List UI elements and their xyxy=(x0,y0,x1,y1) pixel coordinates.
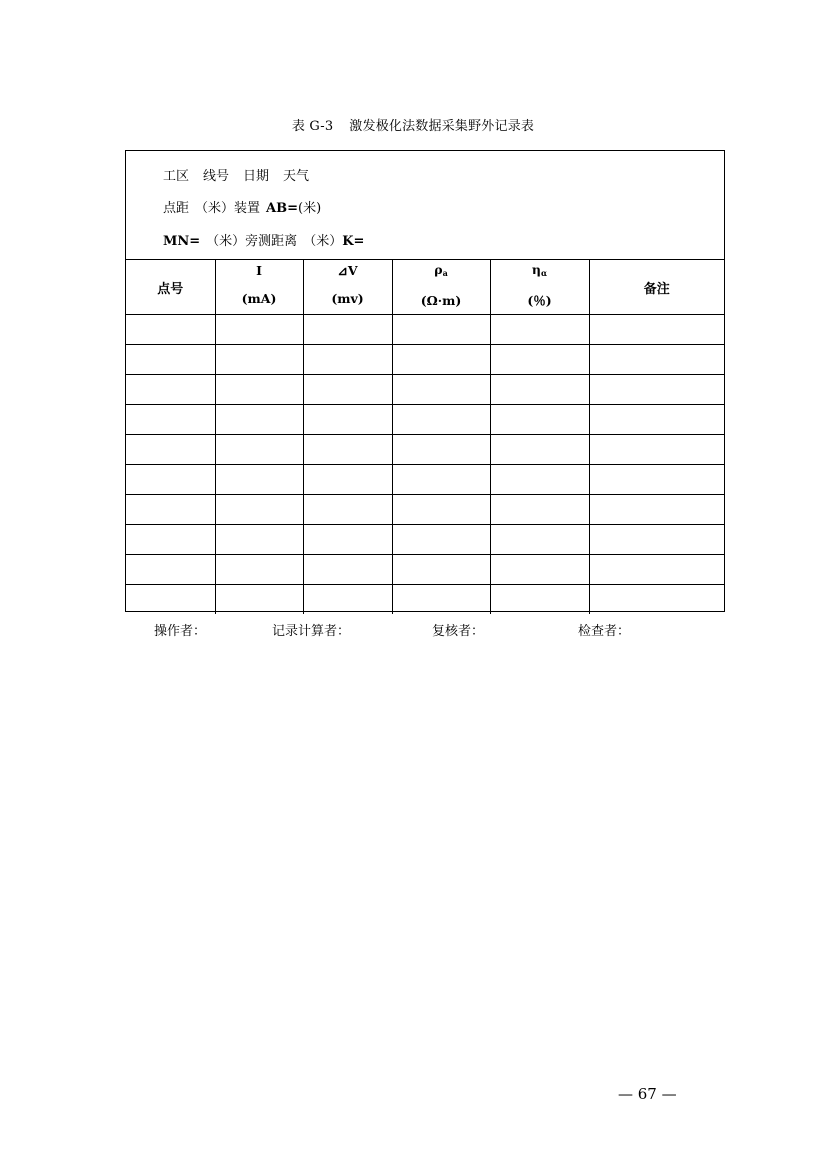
table-cell xyxy=(589,345,724,375)
table-cell xyxy=(126,405,215,435)
field-weather: 天气 xyxy=(283,169,310,184)
table-row xyxy=(126,495,724,525)
table-cell xyxy=(490,405,589,435)
signer-recorder: 记录计算者： xyxy=(272,624,351,639)
signer-operator: 操作者： xyxy=(154,624,207,639)
table-cell xyxy=(490,315,589,345)
table-cell xyxy=(126,315,215,345)
table-cell xyxy=(589,315,724,345)
table-cell xyxy=(215,585,303,615)
table-cell xyxy=(215,375,303,405)
field-mn: MN= xyxy=(163,234,201,249)
table-cell xyxy=(490,555,589,585)
table-cell xyxy=(303,405,392,435)
table-cell xyxy=(589,525,724,555)
header-point-number: 点号 xyxy=(126,260,215,315)
table-cell xyxy=(589,465,724,495)
table-row xyxy=(126,555,724,585)
table-cell xyxy=(303,435,392,465)
table-cell xyxy=(303,315,392,345)
table-row xyxy=(126,585,724,615)
field-side-unit: （米） xyxy=(303,234,343,249)
field-ab-unit: (米) xyxy=(298,201,322,216)
table-cell xyxy=(303,585,392,615)
table-title: 激发极化法数据采集野外记录表 xyxy=(349,119,535,134)
table-header-row xyxy=(126,260,724,315)
table-cell xyxy=(126,375,215,405)
table-cell xyxy=(589,375,724,405)
table-cell xyxy=(303,465,392,495)
table-cell xyxy=(303,345,392,375)
field-work-area: 工区 xyxy=(163,169,190,184)
table-cell xyxy=(392,315,490,345)
table-cell xyxy=(126,465,215,495)
table-cell xyxy=(490,345,589,375)
table-cell xyxy=(215,495,303,525)
table-cell xyxy=(303,525,392,555)
field-k: K= xyxy=(342,234,365,249)
table-row xyxy=(126,315,724,345)
table-cell xyxy=(126,555,215,585)
table-caption xyxy=(0,115,826,134)
header-remarks: 备注 xyxy=(589,260,724,315)
table-number: 表 G-3 xyxy=(291,119,334,134)
info-line-2 xyxy=(163,197,321,216)
table-cell xyxy=(392,375,490,405)
table-cell xyxy=(392,345,490,375)
table-cell xyxy=(490,585,589,615)
table-cell xyxy=(303,375,392,405)
page-number: — 67 — xyxy=(618,1085,677,1103)
data-table xyxy=(126,260,724,614)
table-cell xyxy=(303,495,392,525)
table-cell xyxy=(589,405,724,435)
table-cell xyxy=(392,465,490,495)
info-line-1 xyxy=(163,165,309,184)
table-cell xyxy=(215,555,303,585)
field-date: 日期 xyxy=(243,169,270,184)
signer-inspector: 检查者： xyxy=(578,624,631,639)
table-cell xyxy=(392,495,490,525)
table-row xyxy=(126,435,724,465)
table-cell xyxy=(126,525,215,555)
table-row xyxy=(126,465,724,495)
field-side-distance: （米）旁测距离 xyxy=(206,234,298,249)
table-cell xyxy=(215,465,303,495)
table-cell xyxy=(392,525,490,555)
table-cell xyxy=(490,435,589,465)
table-row xyxy=(126,375,724,405)
table-cell xyxy=(126,495,215,525)
table-cell xyxy=(490,495,589,525)
field-point-spacing: 点距 xyxy=(163,201,190,216)
record-form xyxy=(125,150,725,612)
table-cell xyxy=(215,315,303,345)
info-line-3 xyxy=(163,230,364,249)
form-info-section xyxy=(126,151,724,260)
table-cell xyxy=(589,435,724,465)
field-line-number: 线号 xyxy=(203,169,230,184)
table-cell xyxy=(392,435,490,465)
table-row xyxy=(126,345,724,375)
table-cell xyxy=(589,495,724,525)
table-cell xyxy=(490,525,589,555)
table-cell xyxy=(589,555,724,585)
table-cell xyxy=(215,525,303,555)
table-row xyxy=(126,525,724,555)
header-current: I (mA) xyxy=(215,260,303,315)
header-polarizability: $\eta_\alpha$ (％) xyxy=(490,260,589,315)
table-cell xyxy=(490,465,589,495)
table-cell xyxy=(126,345,215,375)
table-cell xyxy=(126,435,215,465)
table-cell xyxy=(392,405,490,435)
table-cell xyxy=(392,555,490,585)
header-voltage: ⊿V (mv) xyxy=(303,260,392,315)
table-cell xyxy=(490,375,589,405)
table-cell xyxy=(126,585,215,615)
field-ab: AB= xyxy=(266,201,298,216)
signer-reviewer: 复核者： xyxy=(432,624,485,639)
header-resistivity: $\rho_a$ (Ω·m) xyxy=(392,260,490,315)
table-row xyxy=(126,405,724,435)
table-cell xyxy=(392,585,490,615)
table-cell xyxy=(589,585,724,615)
table-cell xyxy=(303,555,392,585)
table-cell xyxy=(215,405,303,435)
table-cell xyxy=(215,345,303,375)
table-cell xyxy=(215,435,303,465)
field-device: （米）装置 xyxy=(195,201,261,216)
